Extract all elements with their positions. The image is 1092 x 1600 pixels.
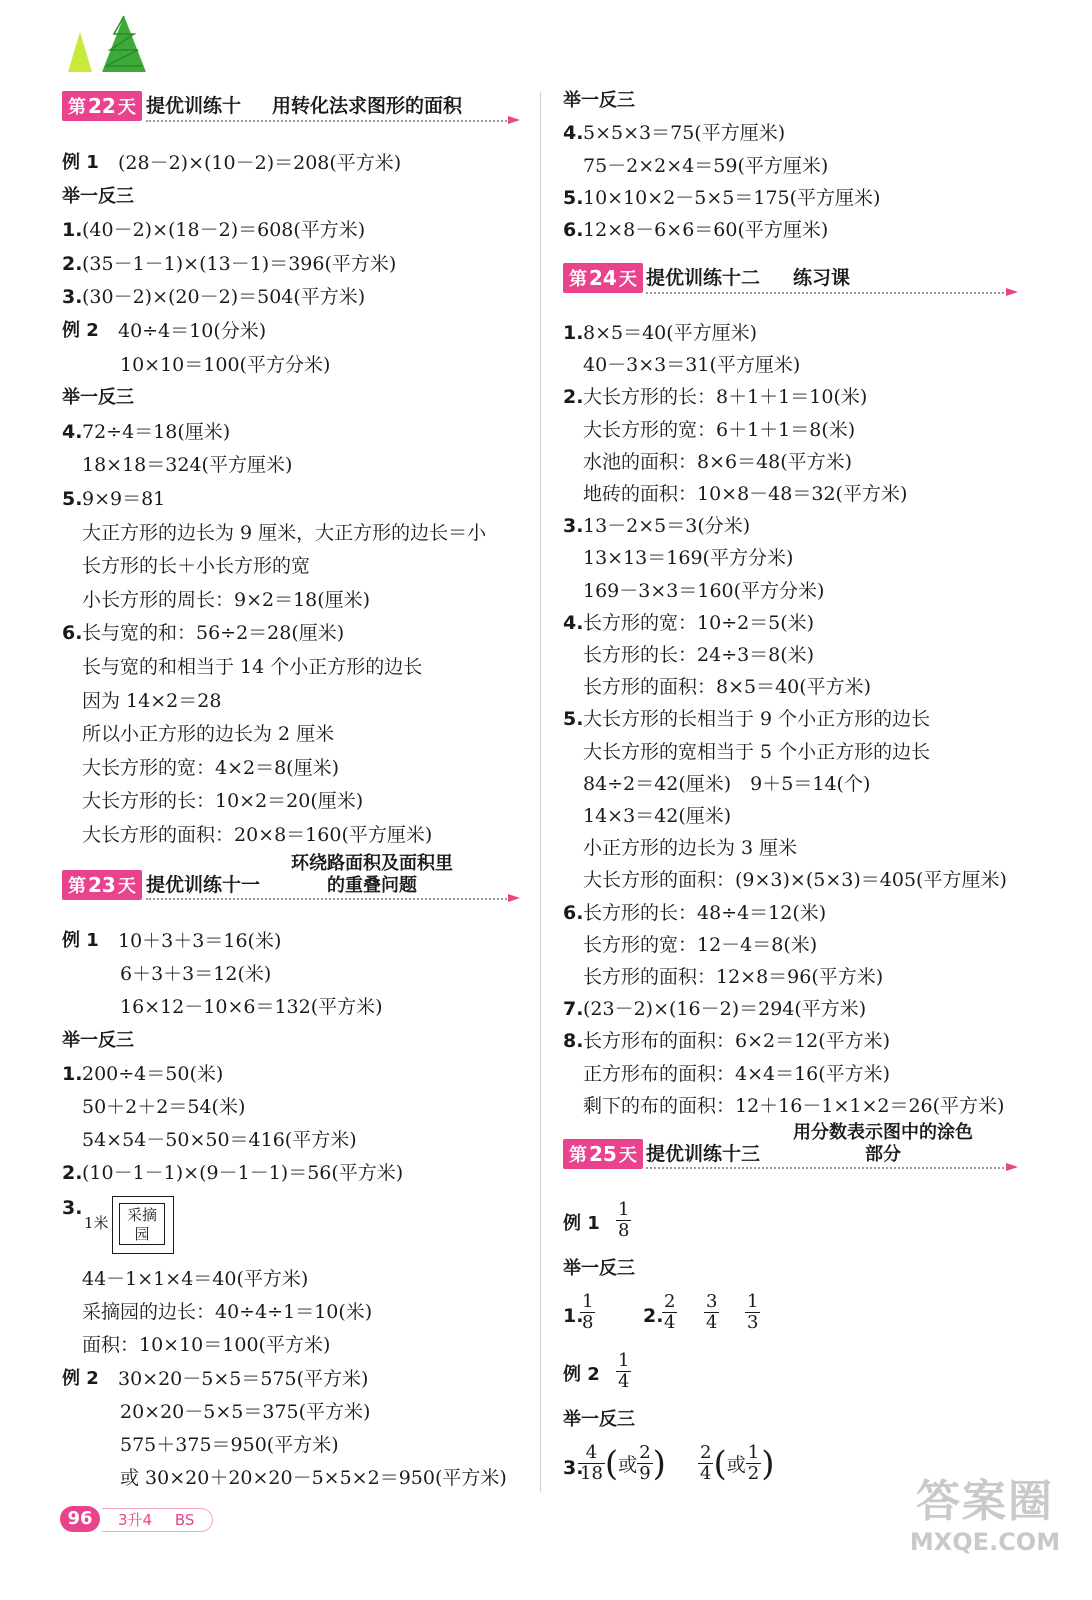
question-number: 3. [62, 286, 83, 309]
answer-line: 10×10＝100(平方分米) [120, 353, 331, 376]
answer-line: 面积：10×10＝100(平方米) [82, 1334, 331, 1357]
fraction-group: $\frac{4}{18}$ (或 $\frac{2}{9}$ ) $\frac{2}{4}$ (或 $\frac{1}{2}$ ) [580, 1442, 775, 1484]
fraction: $\frac{2}{4}$ [664, 1291, 676, 1333]
question-number: 1. [563, 1305, 584, 1327]
practice-label: 举一反三 [563, 1409, 635, 1430]
arrow-tip-icon [1006, 1163, 1018, 1171]
question-number: 2. [563, 386, 584, 409]
example-label: 例 2 [62, 320, 99, 341]
answer-line: 8×5＝40(平方厘米) [583, 322, 758, 344]
answer-line: 13－2×5＝3(分米) [583, 515, 751, 538]
arrow-tip-icon [1006, 288, 1018, 296]
question-number: 1. [563, 322, 584, 344]
fraction: $\frac{1}{8}$ [582, 1291, 594, 1333]
question-number: 3. [62, 1197, 83, 1219]
question-number: 4. [563, 611, 584, 634]
answer-line: (30－2)×(20－2)＝504(平方米) [82, 286, 366, 309]
answer-line: 200÷4＝50(米) [82, 1062, 224, 1085]
arrow-tip-icon [508, 116, 520, 124]
fraction: $\frac{1}{3}$ [747, 1291, 759, 1333]
column-divider [540, 92, 541, 1492]
answer-line: 大长方形的面积：(9×3)×(5×3)＝405(平方厘米) [583, 869, 1007, 892]
answer-line: 169－3×3＝160(平方分米) [583, 579, 825, 602]
answer-line: 50＋2＋2＝54(米) [82, 1096, 246, 1118]
grade-tag: 3升4 BS [102, 1508, 213, 1532]
question-number: 2. [62, 1162, 83, 1185]
answer-line: 剩下的布的面积：12＋16－1×1×2＝26(平方米) [583, 1094, 1005, 1117]
day-badge: 第 24 天 [563, 263, 643, 293]
answer-line: 14×3＝42(厘米) [583, 805, 732, 827]
example-label: 例 2 [563, 1364, 600, 1385]
practice-label: 举一反三 [563, 1258, 635, 1279]
answer-line: 6＋3＋3＝12(米) [120, 963, 272, 986]
question-number: 2. [643, 1305, 664, 1327]
section-subtitle: 用分数表示图中的涂色 部分 [793, 1122, 973, 1165]
example-label: 例 1 [62, 930, 99, 951]
answer-line: 10×10×2－5×5＝175(平方厘米) [583, 186, 881, 209]
answer-line: 采摘园的边长：40÷4÷1＝10(米) [82, 1301, 373, 1324]
fraction: $\frac{1}{8}$ [618, 1199, 630, 1241]
answer-line: 或 30×20＋20×20－5×5×2＝950(平方米) [120, 1467, 507, 1490]
page-number: 96 [60, 1506, 100, 1532]
answer-line: 54×54－50×50＝416(平方米) [82, 1129, 357, 1152]
side-length-label: 1米 [84, 1214, 109, 1232]
watermark: 答案圈 MXQE.COM [909, 1476, 1061, 1556]
answer-line: 5×5×3＝75(平方厘米) [583, 122, 786, 145]
answer-line: 地砖的面积：10×8－48＝32(平方米) [583, 483, 908, 505]
answer-line: 12×8－6×6＝60(平方厘米) [583, 219, 829, 242]
arrow-tip-icon [508, 894, 520, 902]
answer-line: 正方形布的面积：4×4＝16(平方米) [583, 1062, 891, 1085]
answer-line: 大长方形的面积：20×8＝160(平方厘米) [82, 824, 433, 846]
answer-line: 30×20－5×5＝575(平方米) [118, 1367, 369, 1390]
answer-line: 长方形的长：48÷4＝12(米) [583, 901, 827, 924]
answer-line: 因为 14×2＝28 [82, 689, 222, 712]
garden-inner: 采摘 园 [119, 1203, 165, 1245]
dotted-rule [646, 292, 1008, 294]
garden-diagram [112, 1196, 174, 1254]
answer-line: 所以小正方形的边长为 2 厘米 [82, 723, 335, 746]
answer-line: 16×12－10×6＝132(平方米) [120, 996, 383, 1019]
question-number: 7. [563, 998, 584, 1021]
answer-line: 大长方形的宽：4×2＝8(厘米) [82, 756, 340, 779]
question-number: 2. [62, 252, 83, 275]
answer-line: (40－2)×(18－2)＝608(平方米) [82, 219, 366, 242]
practice-label: 举一反三 [62, 387, 134, 409]
answer-line: 大正方形的边长为 9 厘米，大正方形的边长＝小 [82, 521, 487, 544]
question-number: 3. [563, 515, 584, 538]
answer-line: 75－2×2×4＝59(平方厘米) [583, 154, 829, 177]
practice-label: 举一反三 [62, 1029, 134, 1051]
dotted-rule [646, 1167, 1008, 1169]
answer-line: 40－3×3＝31(平方厘米) [583, 354, 801, 377]
day-badge: 第 23 天 [62, 870, 142, 900]
dotted-rule [146, 120, 510, 122]
section-title: 提优训练十一 [146, 874, 261, 896]
answer-line: 小正方形的边长为 3 厘米 [583, 837, 798, 860]
answer-line: 长方形布的面积：6×2＝12(平方米) [583, 1030, 891, 1053]
question-number: 6. [563, 219, 584, 242]
question-number: 3. [563, 1457, 584, 1479]
answer-line: 长方形的长：24÷3＝8(米) [583, 644, 815, 666]
question-number: 8. [563, 1030, 584, 1053]
answer-line: 长方形的长＋小长方形的宽 [82, 555, 311, 578]
question-number: 5. [563, 186, 584, 209]
question-number: 6. [62, 622, 83, 645]
dotted-rule [146, 898, 510, 900]
answer-line: (23－2)×(16－2)＝294(平方米) [583, 998, 867, 1021]
answer-line: 长与宽的和：56÷2＝28(厘米) [82, 622, 345, 645]
answer-line: 水池的面积：8×6＝48(平方米) [583, 450, 853, 473]
question-number: 1. [62, 1062, 83, 1085]
question-number: 5. [563, 708, 584, 731]
answer-line: (35－1－1)×(13－1)＝396(平方米) [82, 252, 397, 275]
question-number: 5. [62, 488, 83, 510]
answer-line: 大长方形的宽：6＋1＋1＝8(米) [583, 418, 856, 441]
example-label: 例 1 [62, 152, 99, 173]
practice-label: 举一反三 [62, 185, 134, 207]
answer-line: 13×13＝169(平方分米) [583, 547, 794, 570]
answer-line: 44－1×1×4＝40(平方米) [82, 1268, 309, 1290]
answer-line: (28－2)×(10－2)＝208(平方米) [118, 152, 402, 174]
answer-line: 长方形的面积：12×8＝96(平方米) [583, 966, 884, 988]
answer-line: 84÷2＝42(厘米) 9＋5＝14(个) [583, 772, 871, 795]
day-badge: 第 25 天 [563, 1139, 643, 1169]
answer-line: 20×20－5×5＝375(平方米) [120, 1400, 371, 1423]
section-title: 提优训练十 [146, 95, 242, 117]
answer-line: 小长方形的周长：9×2＝18(厘米) [82, 588, 371, 611]
section-subtitle: 练习课 [793, 267, 851, 289]
answer-line: 大长方形的宽相当于 5 个小正方形的边长 [583, 740, 931, 763]
section-title: 提优训练十三 [646, 1143, 761, 1165]
answer-line: 18×18＝324(平方厘米) [82, 454, 293, 477]
practice-label: 举一反三 [563, 90, 635, 111]
fraction: $\frac{1}{4}$ [618, 1350, 630, 1392]
question-number: 1. [62, 219, 83, 242]
answer-line: (10－1－1)×(9－1－1)＝56(平方米) [82, 1162, 404, 1185]
answer-line: 长与宽的和相当于 14 个小正方形的边长 [82, 656, 423, 678]
example-label: 例 2 [62, 1367, 99, 1389]
question-number: 4. [563, 122, 584, 145]
section-subtitle: 用转化法求图形的面积 [272, 95, 463, 117]
answer-line: 10＋3＋3＝16(米) [118, 930, 282, 952]
question-number: 4. [62, 420, 83, 443]
answer-line: 72÷4＝18(厘米) [82, 420, 231, 443]
answer-line: 长方形的宽：10÷2＝5(米) [583, 611, 815, 634]
answer-line: 40÷4＝10(分米) [118, 320, 267, 342]
answer-line: 大长方形的长：10×2＝20(厘米) [82, 790, 364, 813]
tree-logo-icon [62, 14, 152, 74]
answer-line: 9×9＝81 [82, 488, 166, 510]
answer-line: 大长方形的长：8＋1＋1＝10(米) [583, 386, 868, 409]
answer-line: 长方形的面积：8×5＝40(平方米) [583, 676, 872, 699]
answer-line: 大长方形的长相当于 9 个小正方形的边长 [583, 708, 931, 731]
section-title: 提优训练十二 [646, 267, 761, 289]
fraction: $\frac{3}{4}$ [706, 1291, 718, 1333]
answer-line: 长方形的宽：12－4＝8(米) [583, 933, 818, 956]
example-label: 例 1 [563, 1213, 600, 1234]
day-badge: 第 22 天 [62, 91, 142, 121]
answer-line: 575＋375＝950(平方米) [120, 1434, 339, 1456]
section-subtitle: 环绕路面积及面积里 的重叠问题 [291, 853, 453, 896]
question-number: 6. [563, 901, 584, 924]
